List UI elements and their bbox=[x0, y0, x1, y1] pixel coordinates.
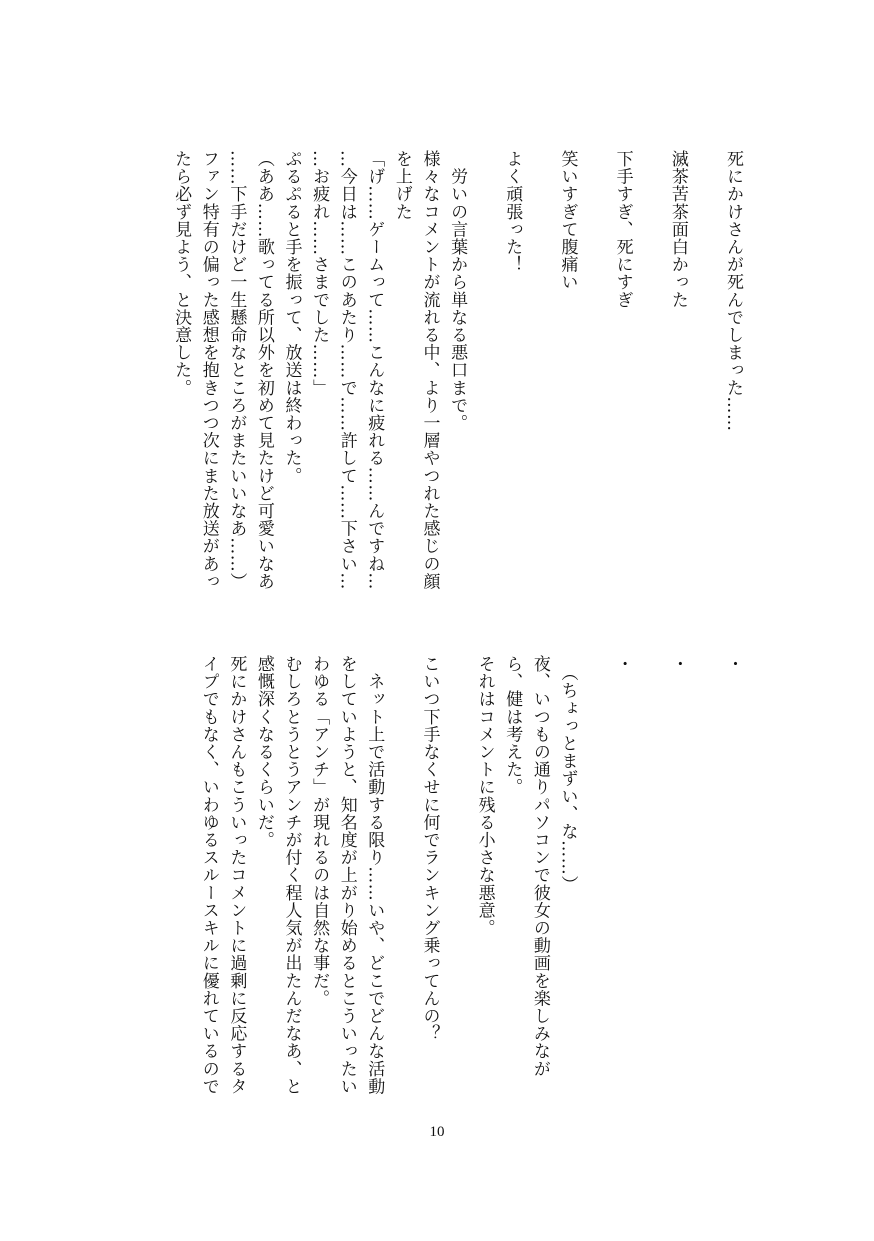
text-line: 労いの言葉から単なる悪口まで。 bbox=[447, 150, 468, 432]
text-line bbox=[525, 150, 553, 600]
text-line: （ああ……歌ってる所以外を初めて見たけど可愛いなあ bbox=[253, 150, 274, 590]
text-line bbox=[636, 150, 664, 600]
text-line: 様々なコメントが流れる中、より一層やつれた感じの顔 bbox=[419, 150, 440, 590]
text-line bbox=[470, 150, 498, 600]
text-line: 下手すぎ、死にすぎ bbox=[612, 150, 633, 309]
text-line: ・ bbox=[612, 655, 633, 673]
text-line: ・ bbox=[723, 655, 743, 673]
text-line: 笑いすぎて腹痛い bbox=[557, 150, 578, 291]
text-line: イプでもなく、いわゆるスルースキルに優れているので bbox=[198, 655, 219, 1095]
text-line: をしていようと、知名度が上がり始めるとこういったい bbox=[336, 655, 357, 1095]
text-line bbox=[691, 655, 719, 1105]
text-line: 「げ……ゲームって……こんなに疲れる……んですね… bbox=[364, 150, 385, 590]
text-line: たら必ず見よう、と決意した。 bbox=[171, 150, 192, 397]
text-line: ぷるぷると手を振って、放送は終わった。 bbox=[281, 150, 302, 485]
text-line: よく頑張った！ bbox=[502, 150, 523, 274]
text-line: ・ bbox=[667, 655, 688, 673]
page-number: 10 bbox=[429, 1124, 445, 1140]
text-line: わゆる「アンチ」が現れるのは自然な事だ。 bbox=[309, 655, 330, 1007]
text-line: ファン特有の偏った感想を抱きつつ次にまた放送があっ bbox=[198, 150, 219, 590]
text-line: むしろとうとうアンチが付く程人気が出たんだなあ、と bbox=[281, 655, 302, 1095]
text-line: 感慨深くなるくらいだ。 bbox=[253, 655, 274, 849]
text-line: 滅茶苦茶面白かった bbox=[667, 150, 688, 309]
text-line: …今日は……このあたり……で……許して……下さい… bbox=[336, 150, 357, 590]
text-line: ネット上で活動する限り……いや、どこでどんな活動 bbox=[364, 655, 385, 1095]
text-line bbox=[580, 655, 608, 1105]
text-line bbox=[691, 150, 719, 600]
text-line bbox=[636, 655, 664, 1105]
text-line: それはコメントに残る小さな悪意。 bbox=[474, 655, 495, 937]
text-line: …お疲れ……さまでした……」 bbox=[309, 150, 330, 397]
text-line: を上げた bbox=[391, 150, 412, 221]
text-line: こいつ下手なくせに何でランキング乗ってんの？ bbox=[419, 655, 440, 1043]
text-line: （ちょっとまずい、な……） bbox=[557, 655, 578, 893]
text-line: ……下手だけど一生懸命なところがまたいいなあ……） bbox=[226, 150, 247, 590]
text-line bbox=[387, 655, 415, 1105]
text-line bbox=[442, 655, 470, 1105]
text-line: 死にかけさんが死んでしまった…… bbox=[723, 150, 743, 432]
text-block-bottom bbox=[194, 655, 746, 1105]
text-line: ら、健は考えた。 bbox=[502, 655, 523, 796]
text-line bbox=[580, 150, 608, 600]
text-line: 夜、いつもの通りパソコンで彼女の動画を楽しみなが bbox=[529, 655, 550, 1078]
text-line: 死にかけさんもこういったコメントに過剰に反応するタ bbox=[226, 655, 247, 1095]
text-block-top bbox=[167, 150, 746, 600]
